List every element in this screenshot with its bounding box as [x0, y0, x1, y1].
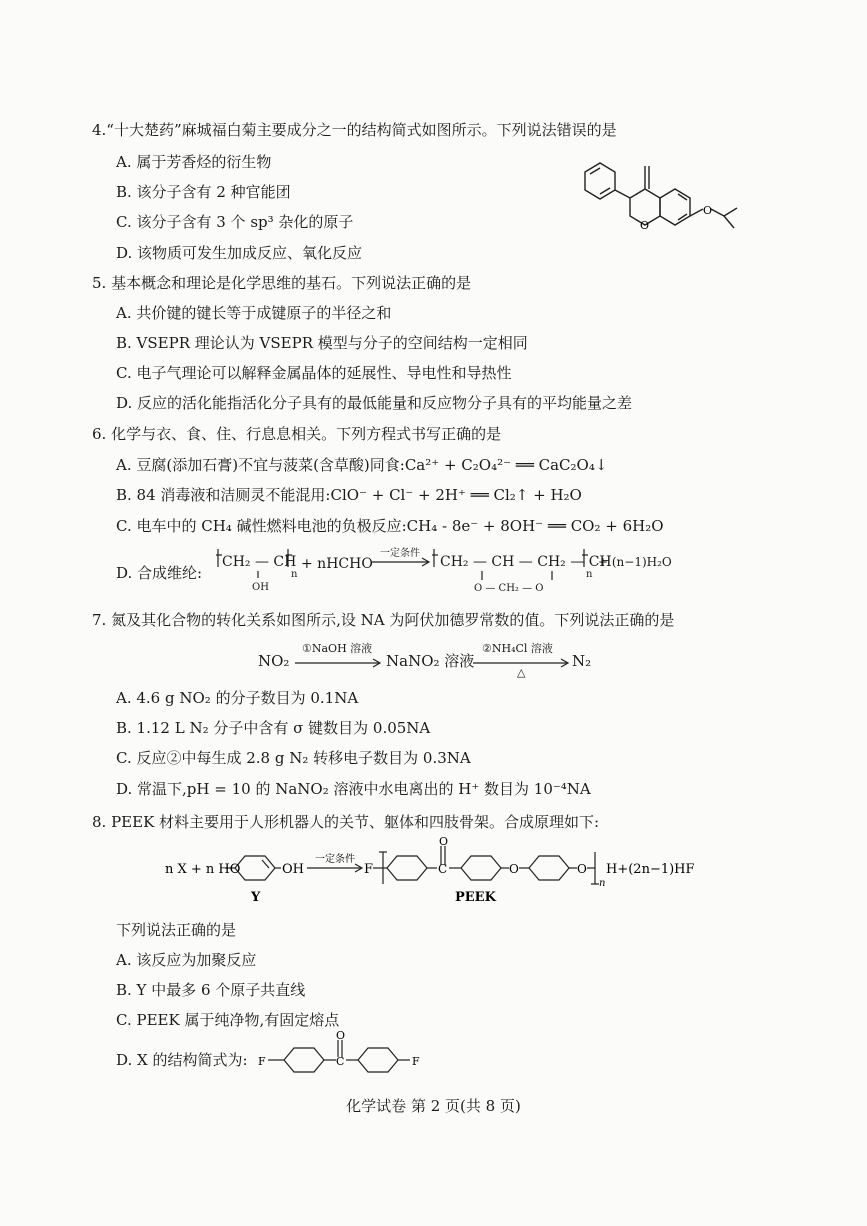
- q4-structure-o2: O: [703, 204, 713, 217]
- q8-scheme-c: C: [438, 862, 448, 876]
- q6-d-monomer: CH₂ — CH: [222, 554, 297, 570]
- q8-option-b: B. Y 中最多 6 个原子共直线: [116, 981, 306, 999]
- q5-option-d: D. 反应的活化能指活化分子具有的最低能量和反应物分子具有的平均能量之差: [116, 394, 633, 412]
- q8-scheme-o2: O: [577, 862, 587, 876]
- q7-scheme-heat: △: [517, 666, 526, 679]
- q8-scheme-left: n X + n HO: [165, 862, 241, 877]
- q8-label-y: Y: [251, 890, 261, 905]
- q6-stem: 6. 化学与衣、食、住、行息息相关。下列方程式书写正确的是: [92, 425, 502, 443]
- q6-option-b: B. 84 消毒液和洁厕灵不能混用:ClO⁻ + Cl⁻ + 2H⁺ ══ Cl₂↑ + H₂O: [116, 486, 582, 504]
- q8-d-c: C: [336, 1055, 345, 1068]
- q7-scheme-start: NO₂: [258, 652, 290, 670]
- q4-option-a: A. 属于芳香烃的衍生物: [116, 153, 272, 171]
- q8-scheme-condition: 一定条件: [315, 854, 355, 865]
- q7-scheme-step1: ①NaOH 溶液: [302, 642, 373, 655]
- q8-scheme-o-top: O: [439, 835, 449, 848]
- q6-d-oh: OH: [252, 582, 269, 593]
- q6-d-condition: 一定条件: [380, 548, 420, 559]
- q4-structure-diagram: [570, 150, 760, 240]
- q7-scheme-middle: NaNO₂ 溶液: [386, 652, 475, 670]
- q8-option-c: C. PEEK 属于纯净物,有固定熔点: [116, 1011, 340, 1029]
- q8-label-peek: PEEK: [455, 890, 496, 905]
- q8-option-a: A. 该反应为加聚反应: [116, 951, 257, 969]
- q8-d-f1: F: [258, 1055, 266, 1068]
- q7-scheme-arrows: [295, 655, 575, 675]
- q6-d-product: CH₂ — CH — CH₂ — CH: [440, 554, 612, 570]
- q8-option-d-prefix: D. X 的结构简式为:: [116, 1051, 248, 1069]
- q8-d-o: O: [336, 1029, 346, 1042]
- q6-d-product-bottom: O — CH₂ — O: [474, 583, 544, 594]
- q6-option-c: C. 电车中的 CH₄ 碱性燃料电池的负极反应:CH₄ - 8e⁻ + 8OH⁻ ══ CO₂ + 6H₂O: [116, 517, 664, 535]
- q5-option-b: B. VSEPR 理论认为 VSEPR 模型与分子的空间结构一定相同: [116, 334, 528, 352]
- q7-option-a: A. 4.6 g NO₂ 的分子数目为 0.1NA: [116, 689, 359, 707]
- page-footer: 化学试卷 第 2 页(共 8 页): [346, 1097, 521, 1115]
- q5-stem: 5. 基本概念和理论是化学思维的基石。下列说法正确的是: [92, 274, 472, 292]
- q7-option-b: B. 1.12 L N₂ 分子中含有 σ 键数目为 0.05NA: [116, 719, 431, 737]
- q4-stem: 4.“十大楚药”麻城福白菊主要成分之一的结构简式如图所示。下列说法错误的是: [92, 121, 617, 139]
- q6-option-d-prefix: D. 合成维纶:: [116, 564, 203, 582]
- q6-d-tail: + (n−1)H₂O: [598, 555, 672, 569]
- q4-option-b: B. 该分子含有 2 种官能团: [116, 183, 291, 201]
- q8-d-structure: [258, 1029, 458, 1082]
- q8-scheme-oh: OH: [282, 862, 304, 877]
- q4-option-c: C. 该分子含有 3 个 sp³ 杂化的原子: [116, 213, 354, 231]
- q8-scheme-f: F: [364, 862, 374, 877]
- q8-scheme-tail: H+(2n−1)HF: [606, 862, 695, 877]
- q7-scheme-step2: ②NH₄Cl 溶液: [482, 642, 553, 655]
- q7-option-d: D. 常温下,pH = 10 的 NaNO₂ 溶液中水电离出的 H⁺ 数目为 10⁻⁴NA: [116, 780, 591, 798]
- q7-stem: 7. 氮及其化合物的转化关系如图所示,设 NA 为阿伏加德罗常数的值。下列说法正确的是: [92, 611, 675, 629]
- q6-d-n1: n: [291, 569, 298, 580]
- q8-scheme-diagram: [165, 835, 695, 908]
- q6-d-n2: n: [586, 569, 593, 580]
- q8-question: 下列说法正确的是: [116, 921, 237, 939]
- q4-structure-o: O: [640, 219, 650, 232]
- q8-scheme-n: n: [599, 878, 606, 889]
- q8-scheme-o1: O: [509, 862, 519, 876]
- q6-d-brackets: [200, 545, 620, 595]
- q7-option-c: C. 反应②中每生成 2.8 g N₂ 转移电子数目为 0.3NA: [116, 749, 471, 767]
- q5-option-a: A. 共价键的键长等于成键原子的半径之和: [116, 304, 392, 322]
- q8-d-f2: F: [412, 1055, 420, 1068]
- q4-option-d: D. 该物质可发生加成反应、氧化反应: [116, 244, 363, 262]
- q6-d-reagent: + nHCHO: [301, 556, 373, 572]
- q5-option-c: C. 电子气理论可以解释金属晶体的延展性、导电性和导热性: [116, 364, 512, 382]
- q7-scheme-end: N₂: [572, 652, 592, 670]
- q8-stem: 8. PEEK 材料主要用于人形机器人的关节、躯体和四肢骨架。合成原理如下:: [92, 813, 600, 831]
- q6-option-a: A. 豆腐(添加石膏)不宜与菠菜(含草酸)同食:Ca²⁺ + C₂O₄²⁻ ══ CaC₂O₄↓: [116, 456, 608, 474]
